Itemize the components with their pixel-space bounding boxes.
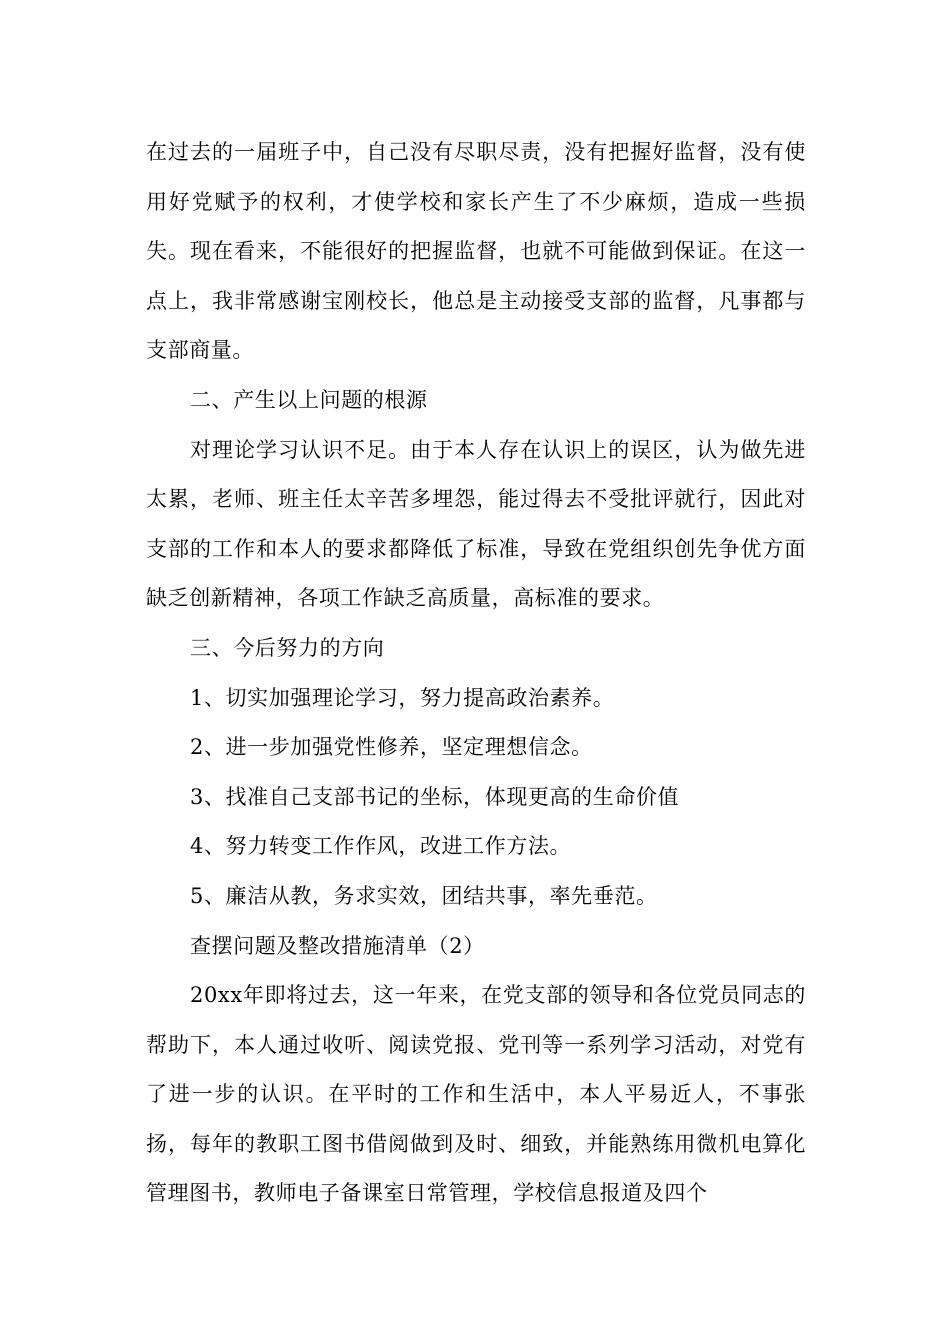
paragraph-3: 20xx年即将过去，这一年来，在党支部的领导和各位党员同志的帮助下，本人通过收听、阅读党报、党刊等一系列学习活动，对党有了进一步的认识。在平时的工作和生活中，本人平易近人，不事张扬，每年的教职工图书借阅做到及时、细致，并能熟练用微机电算化管理图书，教师电子备课室日常管理，学校信息报道及四个 — [146, 983, 806, 1206]
list-item-2: 2、进一步加强党性修养，坚定理想信念。 — [190, 735, 593, 760]
list-item-5: 5、廉洁从教，务求实效，团结共事，率先垂范。 — [190, 883, 658, 908]
section-heading-2: 二、产生以上问题的根源 — [190, 387, 428, 412]
document-body — [146, 128, 806, 1219]
list-item-4: 4、努力转变工作作风，改进工作方法。 — [190, 834, 572, 859]
paragraph-2: 对理论学习认识不足。由于本人存在认识上的误区，认为做先进太累，老师、班主任太辛苦多埋怨，能过得去不受批评就行，因此对支部的工作和本人的要求都降低了标准，导致在党组织创先争优方面缺乏创新精神，各项工作缺乏高质量，高标准的要求。 — [146, 437, 806, 611]
list-item-1: 1、切实加强理论学习，努力提高政治素养。 — [190, 685, 615, 710]
document-subtitle: 查摆问题及整改措施清单（2） — [190, 933, 485, 958]
list-item-3: 3、找准自己支部书记的坐标，体现更高的生命价值 — [190, 784, 680, 809]
section-heading-3: 三、今后努力的方向 — [190, 635, 385, 660]
paragraph-1: 在过去的一届班子中，自己没有尽职尽责，没有把握好监督，没有使用好党赋予的权利，才使学校和家长产生了不少麻烦，造成一些损失。现在看来，不能很好的把握监督，也就不可能做到保证。在这一点上，我非常感谢宝刚校长，他总是主动接受支部的监督，凡事都与支部商量。 — [146, 140, 806, 363]
